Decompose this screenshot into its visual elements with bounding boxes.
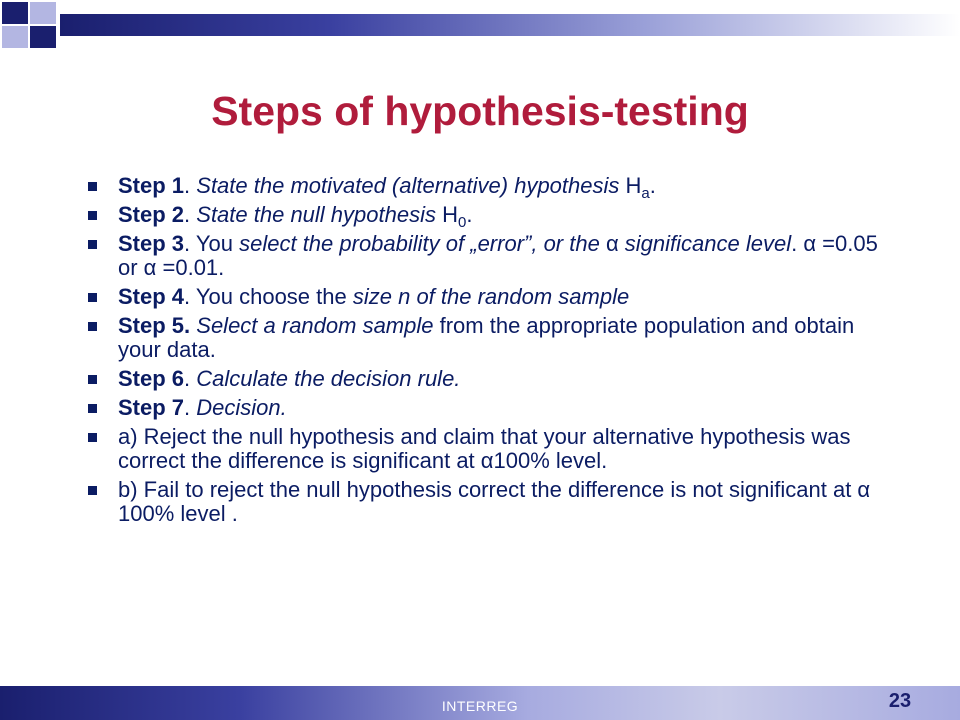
step-text (118, 285, 888, 309)
list-item (88, 478, 888, 526)
step-text (118, 478, 888, 526)
step-separator: . (184, 173, 197, 198)
bullet-square-icon (88, 404, 97, 413)
step-label: Step 7 (118, 395, 185, 420)
step-label: Step 1 (118, 173, 185, 198)
step-text-run: Calculate the decision rule. (196, 366, 461, 391)
decor-square (30, 2, 56, 24)
list-item (88, 285, 888, 309)
step-label: Step 2 (118, 202, 185, 227)
step-text-run: Decision. (196, 395, 287, 420)
header-gradient-bar (60, 14, 960, 36)
step-text-run: select the probability of „error”, or the (239, 231, 606, 256)
step-text-run: α (605, 231, 625, 256)
steps-list (88, 174, 888, 531)
step-text (118, 202, 888, 231)
step-text-run: b) Fail to reject the null hypothesis correct the difference is not significant at α 100% level . (118, 477, 871, 526)
step-text-run: . (466, 202, 473, 227)
step-text-run: H (442, 202, 458, 227)
subscript: 0 (457, 214, 467, 231)
step-label: Step 6 (118, 366, 185, 391)
step-label: Step 3 (118, 231, 185, 256)
step-separator: . (184, 202, 197, 227)
list-item (88, 173, 888, 202)
list-item (88, 314, 888, 362)
decor-square (2, 2, 28, 24)
step-text-run: You choose the (195, 284, 353, 309)
bullet-square-icon (88, 211, 97, 220)
decor-square (30, 26, 56, 48)
bullet-square-icon (88, 486, 97, 495)
page-number: 23 (888, 690, 912, 712)
step-label: Step 4 (118, 284, 185, 309)
step-separator: . (184, 231, 196, 256)
step-text-run: size n of the random sample (352, 284, 630, 309)
list-item (88, 396, 888, 420)
step-text-run: significance level (624, 231, 792, 256)
step-text-run: from the appropriate population and obtain your data. (118, 313, 855, 362)
step-separator: . (184, 395, 197, 420)
step-text (118, 173, 888, 202)
bullet-square-icon (88, 433, 97, 442)
step-separator: . (184, 284, 196, 309)
list-item (88, 367, 888, 391)
footer-label: INTERREG (441, 698, 519, 714)
list-item (88, 232, 888, 280)
step-text-run: . α =0.05 or α =0.01. (118, 231, 878, 280)
step-text-run: State the null hypothesis (196, 202, 443, 227)
bullet-square-icon (88, 322, 97, 331)
step-text-run: . (649, 173, 656, 198)
step-text (118, 367, 888, 391)
list-item (88, 202, 888, 231)
bullet-square-icon (88, 375, 97, 384)
step-text (118, 425, 888, 473)
step-label: Step 5. (118, 313, 191, 338)
list-item (88, 425, 888, 473)
step-separator: . (184, 366, 197, 391)
step-text-run: a) Reject the null hypothesis and claim that your alternative hypothesis was correct the difference is significant at α100% level. (118, 424, 851, 473)
decor-square (2, 26, 28, 48)
step-text-run: You (195, 231, 240, 256)
step-text-run: State the motivated (alternative) hypothesis (196, 173, 626, 198)
step-text (118, 396, 888, 420)
subscript: a (641, 185, 650, 202)
slide-title: Steps of hypothesis-testing (211, 88, 749, 134)
step-text (118, 232, 888, 280)
bullet-square-icon (88, 293, 97, 302)
step-text-run: Select a random sample (196, 313, 434, 338)
step-text-run: H (625, 173, 642, 198)
step-text (118, 314, 888, 362)
bullet-square-icon (88, 240, 97, 249)
bullet-square-icon (88, 182, 97, 191)
